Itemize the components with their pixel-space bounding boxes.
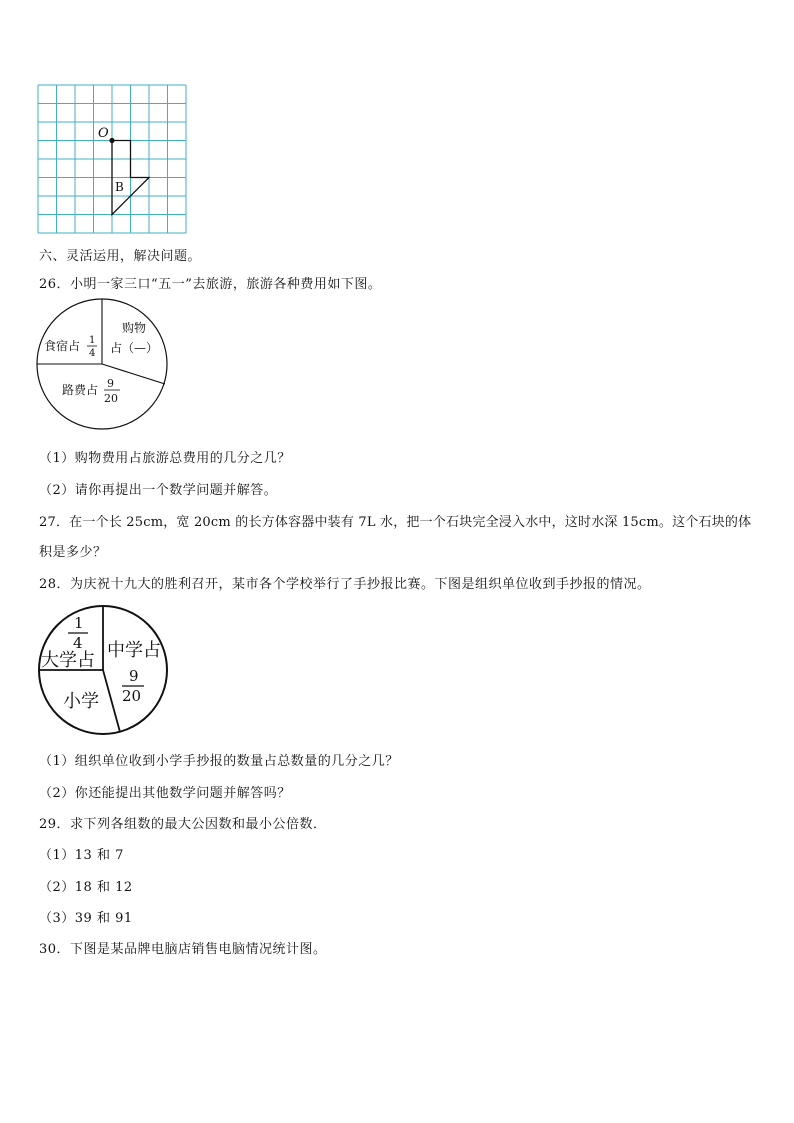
q28-stem: 28．为庆祝十九大的胜利召开，某市各个学校举行了手抄报比赛。下图是组织单位收到手抄报的情况。	[39, 577, 651, 592]
q27-line2: 积是多少？	[39, 545, 107, 560]
q28-univ-label: 大学占	[41, 650, 95, 671]
grid-figure	[36, 83, 188, 235]
q28-pie-chart	[36, 603, 172, 739]
section-six-heading: 六、灵活运用，解决问题。	[39, 249, 202, 264]
q26-shop-label-line2: 占（—）	[110, 341, 159, 355]
q26-road-denominator: 20	[104, 392, 118, 405]
q28-pie-divider-bottom	[103, 670, 120, 732]
q26-sub2: （2）请你再提出一个数学问题并解答。	[39, 483, 278, 498]
q28-univ-denominator: 4	[73, 634, 83, 652]
q26-road-label: 路费占	[62, 383, 99, 397]
q28-mid-denominator: 20	[122, 687, 142, 705]
q28-univ-numerator: 1	[74, 614, 84, 632]
q26-pie-chart	[34, 298, 174, 432]
q26-food-denominator: 4	[89, 348, 96, 359]
q29-stem: 29．求下列各组数的最大公因数和最小公倍数．	[39, 817, 327, 832]
q30-stem: 30．下图是某品牌电脑店销售电脑情况统计图。	[39, 942, 327, 957]
q28-sub1: （1）组织单位收到小学手抄报的数量占总数量的几分之几？	[39, 754, 399, 769]
q26-stem: 26．小明一家三口“五一”去旅游，旅游各种费用如下图。	[39, 277, 382, 292]
label-b: B	[115, 180, 124, 194]
q28-primary-label: 小学	[63, 691, 99, 712]
q28-mid-numerator: 9	[129, 667, 139, 685]
q26-shop-label-line1: 购物	[122, 321, 147, 335]
q28-sub2: （2）你还能提出其他数学问题并解答吗？	[39, 786, 291, 801]
q28-mid-label: 中学占	[107, 640, 161, 661]
q29-item-2: （2）18 和 12	[39, 880, 133, 895]
label-o: O	[98, 126, 109, 141]
point-o	[109, 138, 114, 143]
q29-item-3: （3）39 和 91	[39, 911, 133, 926]
q26-road-numerator: 9	[107, 377, 114, 390]
q27-line1: 27．在一个长 25cm，宽 20cm 的长方体容器中装有 7L 水，把一个石块完全浸入水中，这时水深 15cm。这个石块的体	[39, 515, 752, 530]
q26-food-numerator: 1	[89, 335, 96, 346]
q29-item-1: （1）13 和 7	[39, 848, 124, 863]
q26-food-label: 食宿占	[44, 339, 81, 353]
q26-sub1: （1）购物费用占旅游总费用的几分之几？	[39, 451, 291, 466]
